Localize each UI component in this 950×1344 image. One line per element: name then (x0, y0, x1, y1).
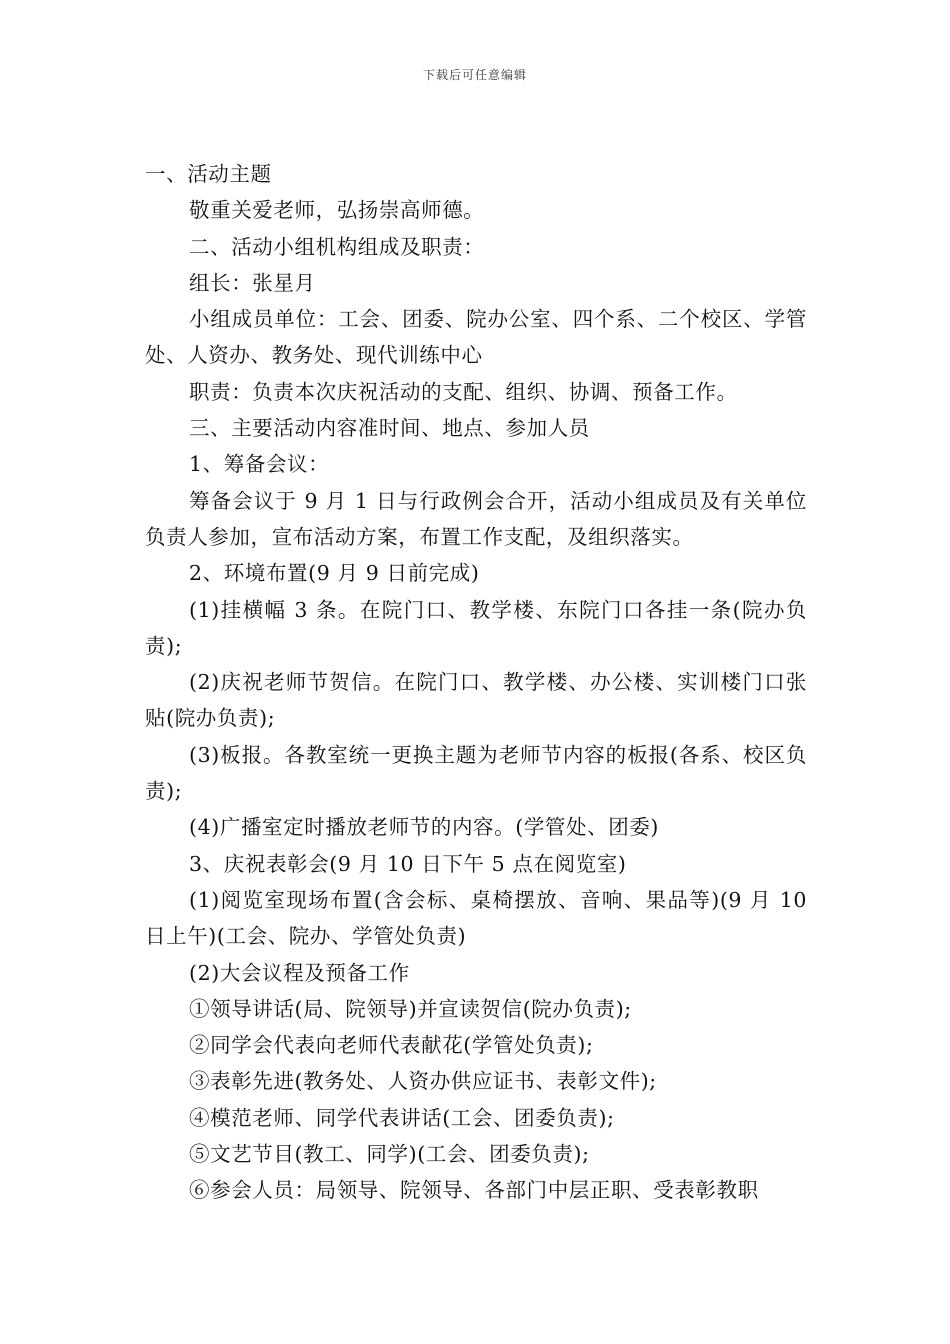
page-header: 下载后可任意编辑 (422, 68, 527, 82)
list-item: (4)广播室定时播放老师节的内容。(学管处、团委) (189, 815, 660, 840)
list-item: ②同学会代表向老师代表献花(学管处负责); (189, 1033, 594, 1058)
document-body (145, 156, 807, 1209)
list-item: ⑥参会人员：局领导、院领导、各部门中层正职、受表彰教职 (189, 1178, 759, 1203)
paragraph: 职责：负责本次庆祝活动的支配、组织、协调、预备工作。 (189, 379, 738, 404)
list-item: ①领导讲话(局、院领导)并宣读贺信(院办负责); (189, 996, 632, 1021)
section-heading-organization: 二、活动小组机构组成及职责： (189, 234, 485, 259)
paragraph: 敬重关爱老师，弘扬崇高师德。 (189, 198, 485, 223)
list-item: ⑤文艺节目(教工、同学)(工会、团委负责); (189, 1142, 590, 1167)
subheading: 3、庆祝表彰会(9 月 10 日下午 5 点在阅览室) (189, 851, 627, 876)
section-heading-main-activities: 三、主要活动内容准时间、地点、参加人员 (189, 416, 590, 441)
list-item: (2)大会议程及预备工作 (189, 960, 410, 985)
paragraph: 小组成员单位：工会、团委、院办公室、四个系、二个校区、学管处、人资办、教务处、现代训练中心 (145, 307, 807, 368)
subheading: 1、筹备会议： (189, 452, 330, 477)
list-item: ④模范老师、同学代表讲话(工会、团委负责); (189, 1105, 615, 1130)
list-item: (1)阅览室现场布置(含会标、桌椅摆放、音响、果品等)(9 月 10 日上午)(工会、院办、学管处负责) (145, 887, 807, 949)
section-heading-activity-theme: 一、活动主题 (145, 162, 272, 186)
list-item: ③表彰先进(教务处、人资办供应证书、表彰文件); (189, 1069, 657, 1094)
list-item: (1)挂横幅 3 条。在院门口、教学楼、东院门口各挂一条(院办负责); (145, 597, 807, 658)
paragraph: 组长：张星月 (189, 270, 316, 295)
subheading: 2、环境布置(9 月 9 日前完成) (189, 561, 480, 586)
paragraph: 筹备会议于 9 月 1 日与行政例会合开，活动小组成员及有关单位负责人参加，宣布活动方案，布置工作支配，及组织落实。 (145, 488, 807, 549)
list-item: (2)庆祝老师节贺信。在院门口、教学楼、办公楼、实训楼门口张贴(院办负责); (145, 670, 807, 731)
list-item: (3)板报。各教室统一更换主题为老师节内容的板报(各系、校区负责); (145, 742, 807, 804)
